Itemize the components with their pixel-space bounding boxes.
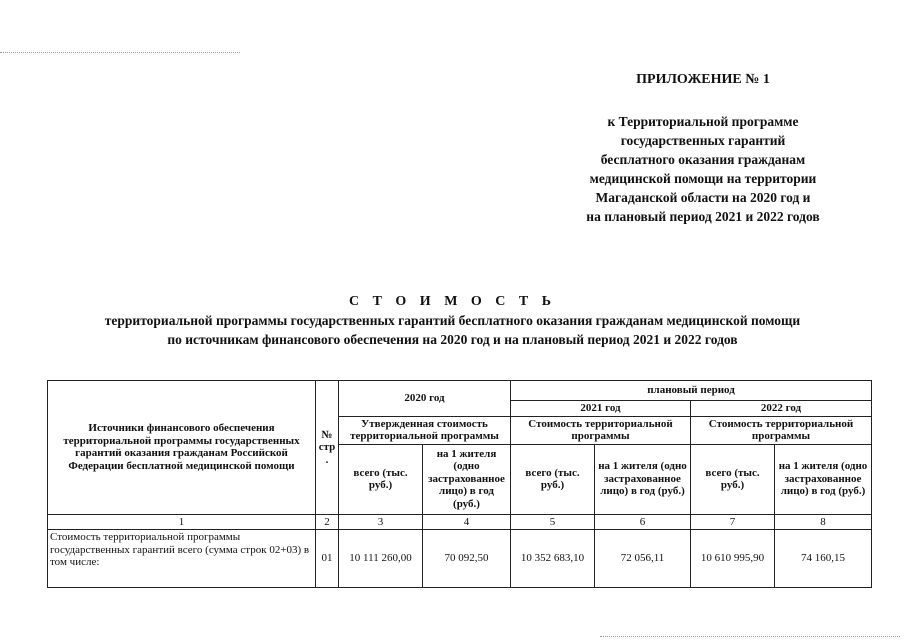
- document-subtitle: по источникам финансового обеспечения на 2020 год и на плановый период 2021 и 2022 годов: [167, 332, 738, 347]
- table-row: [48, 530, 872, 588]
- column-number: 1: [48, 514, 316, 530]
- header-planned-period: плановый период: [511, 381, 872, 401]
- header-per-capita-2021: на 1 жителя (одно застрахованное лицо) в год (руб.): [595, 444, 691, 514]
- column-number: 4: [423, 514, 511, 530]
- row-label: Стоимость территориальной программы государственных гарантий всего (сумма строк 02+03) в том числе:: [48, 530, 316, 588]
- cell-total-2020: 10 111 260,00: [339, 530, 423, 588]
- cell-total-2022: 10 610 995,90: [691, 530, 775, 588]
- appendix-line: бесплатного оказания гражданам: [600, 152, 806, 167]
- financing-table: [47, 380, 872, 588]
- header-total-2022: всего (тыс. руб.): [691, 444, 775, 514]
- header-year-2021: 2021 год: [511, 401, 691, 417]
- column-number: 5: [511, 514, 595, 530]
- cell-per-capita-2020: 70 092,50: [423, 530, 511, 588]
- appendix-line: медицинской помощи на территории: [589, 171, 817, 186]
- appendix-block: [548, 70, 858, 226]
- header-row-no: № стр .: [316, 381, 339, 515]
- header-sources: Источники финансового обеспечения территориальной программы государственных гарантий оказания гражданам Российской Федерации бесплатной медицинской помощи: [48, 381, 316, 515]
- cell-per-capita-2022: 74 160,15: [775, 530, 872, 588]
- row-number: 01: [316, 530, 339, 588]
- column-number-row: [48, 514, 872, 530]
- cell-per-capita-2021: 72 056,11: [595, 530, 691, 588]
- appendix-line: государственных гарантий: [620, 133, 786, 148]
- appendix-title: ПРИЛОЖЕНИЕ № 1: [636, 72, 770, 87]
- column-number: 8: [775, 514, 872, 530]
- header-year-2020: 2020 год: [339, 381, 511, 417]
- header-total-2020: всего (тыс. руб.): [339, 444, 423, 514]
- column-number: 7: [691, 514, 775, 530]
- header-approved-cost: Утвержденная стоимость территориальной программы: [339, 416, 511, 444]
- header-program-cost-2021: Стоимость территориальной программы: [511, 416, 691, 444]
- document-title-block: [30, 292, 875, 349]
- appendix-line: Магаданской области на 2020 год и: [595, 190, 811, 205]
- scan-artifact-line: [600, 636, 900, 637]
- header-per-capita-2022: на 1 жителя (одно застрахованное лицо) в год (руб.): [775, 444, 872, 514]
- column-number: 3: [339, 514, 423, 530]
- header-per-capita-2020: на 1 жителя (одно застрахованное лицо) в год (руб.): [423, 444, 511, 514]
- header-program-cost-2022: Стоимость территориальной программы: [691, 416, 872, 444]
- column-number: 2: [316, 514, 339, 530]
- document-subtitle: территориальной программы государственных гарантий бесплатного оказания гражданам медицинской помощи: [104, 313, 801, 328]
- scan-artifact-line: [0, 52, 240, 53]
- header-year-2022: 2022 год: [691, 401, 872, 417]
- document-title: С Т О И М О С Т Ь: [348, 294, 557, 309]
- header-total-2021: всего (тыс. руб.): [511, 444, 595, 514]
- column-number: 6: [595, 514, 691, 530]
- appendix-line: на плановый период 2021 и 2022 годов: [586, 209, 820, 224]
- appendix-line: к Территориальной программе: [607, 114, 799, 129]
- cell-total-2021: 10 352 683,10: [511, 530, 595, 588]
